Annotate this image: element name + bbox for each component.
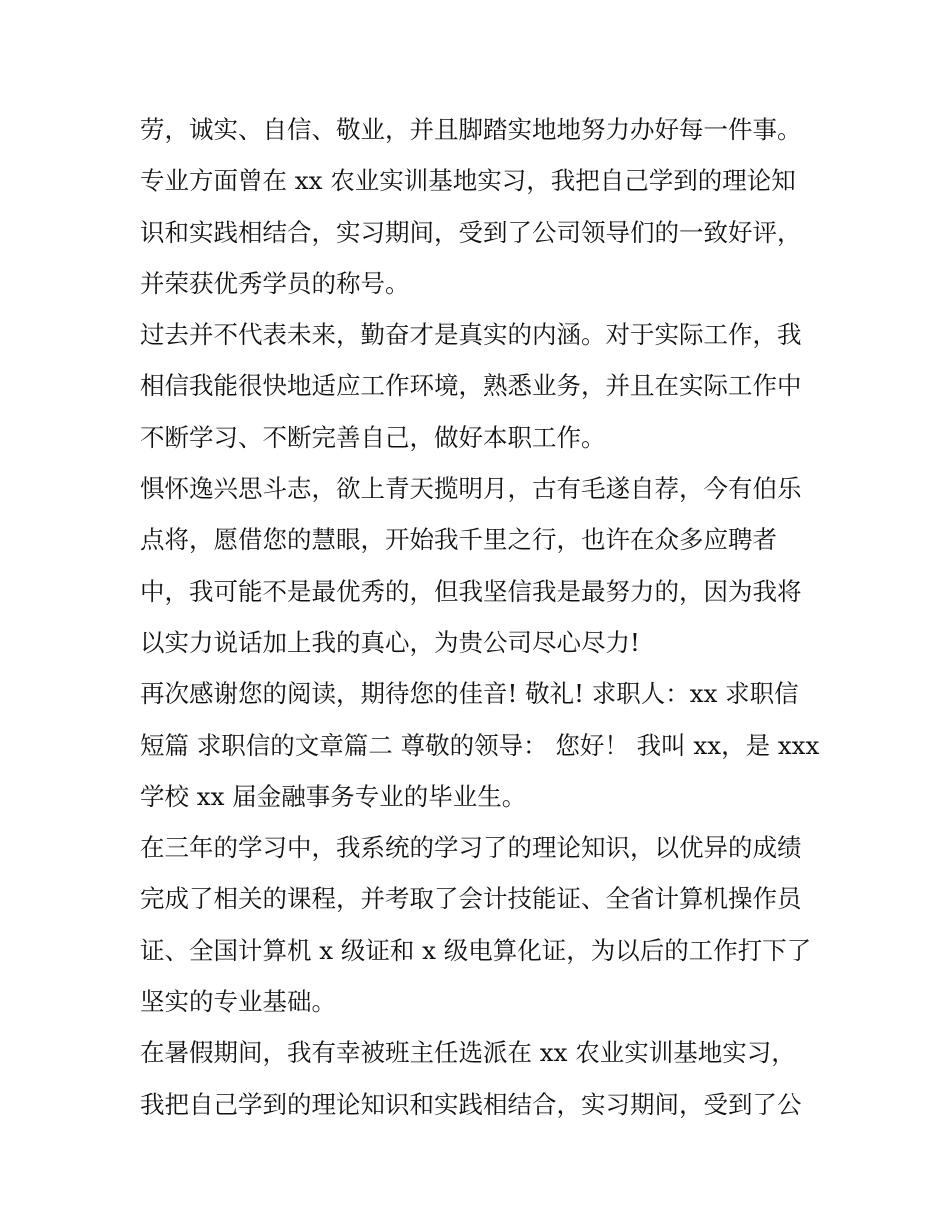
text-line: 并荣获优秀学员的称号。	[140, 268, 410, 298]
text-line: 完成了相关的课程，并考取了会计技能证、全省计算机操作员	[140, 884, 802, 914]
text-line: 坚实的专业基础。	[140, 987, 336, 1017]
text-line: 在暑假期间，我有幸被班主任选派在 xx 农业实训基地实习，	[140, 1038, 796, 1068]
text-line: 专业方面曾在 xx 农业实训基地实习，我把自己学到的理论知	[140, 166, 796, 196]
text-line: 劳，诚实、自信、敬业，并且脚踏实地地努力办好每一件事。	[140, 115, 802, 144]
text-line: 在三年的学习中，我系统的学习了的理论知识，以优异的成绩	[140, 833, 802, 863]
text-line: 过去并不代表未来，勤奋才是真实的内涵。对于实际工作，我	[140, 320, 802, 350]
text-line: 短篇 求职信的文章篇二 尊敬的领导： 您好！ 我叫 xx，是 xxx	[140, 730, 820, 760]
text-line: 惧怀逸兴思斗志，欲上青天揽明月，古有毛遂自荐，今有伯乐	[140, 474, 802, 504]
text-line: 再次感谢您的阅读，期待您的佳音! 敬礼! 求职人：xx 求职信	[140, 679, 799, 709]
text-line: 不断学习、不断完善自己，做好本职工作。	[140, 422, 606, 452]
text-line: 学校 xx 届金融事务专业的毕业生。	[140, 781, 527, 811]
text-line: 我把自己学到的理论知识和实践相结合，实习期间，受到了公	[140, 1089, 802, 1119]
text-line: 以实力说话加上我的真心，为贵公司尽心尽力!	[140, 627, 640, 657]
text-line: 证、全国计算机 x 级证和 x 级电算化证，为以后的工作打下了	[140, 935, 812, 965]
text-line: 中，我可能不是最优秀的，但我坚信我是最努力的，因为我将	[140, 576, 802, 606]
body-text	[140, 104, 830, 1130]
text-line: 相信我能很快地适应工作环境，熟悉业务，并且在实际工作中	[140, 371, 802, 401]
text-line: 识和实践相结合，实习期间，受到了公司领导们的一致好评，	[140, 217, 802, 247]
text-line: 点将，愿借您的慧眼，开始我千里之行，也许在众多应聘者	[140, 525, 777, 555]
